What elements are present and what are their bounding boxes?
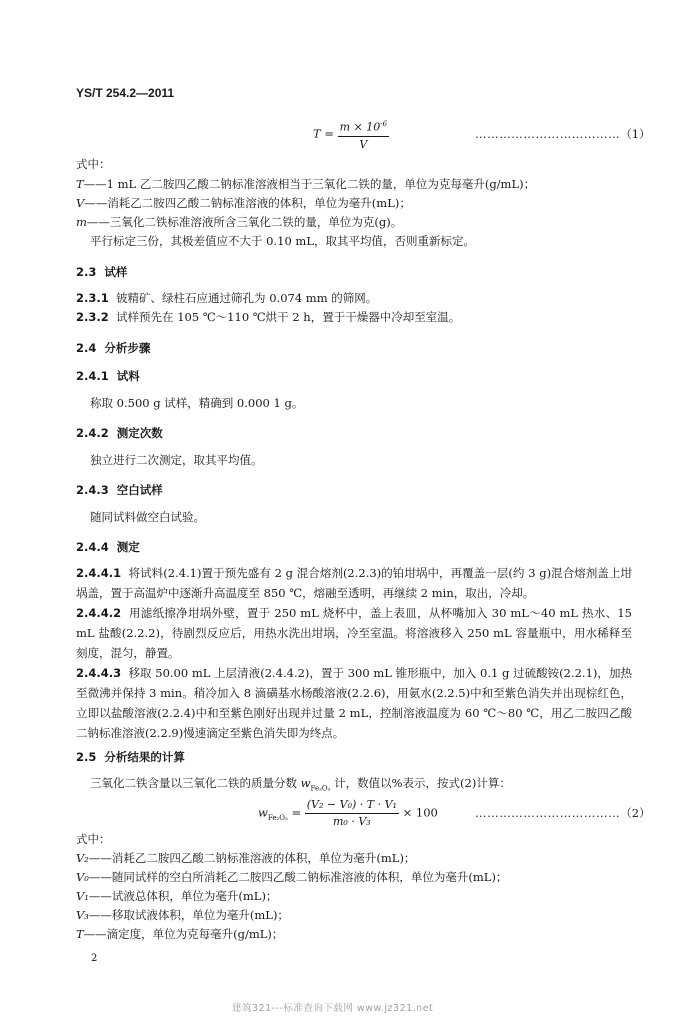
clause-2-3-2: 2.3.2 试样预先在 105 ℃～110 ℃烘干 2 h，置于干燥器中冷却至室温。 <box>76 310 461 324</box>
heading-2-4-1: 2.4.1 试料 <box>76 369 140 383</box>
formula-2 <box>258 798 438 829</box>
heading-2-4: 2.4 分析步骤 <box>76 341 151 355</box>
formula-2-leader <box>475 806 651 820</box>
where-2-line-t: T——滴定度，单位为克每毫升(g/mL)； <box>76 927 284 941</box>
where-2-line-v0: V₀——随同试样的空白所消耗乙二胺四乙酸二钠标准溶液的体积，单位为毫升(mL)； <box>76 870 508 884</box>
formula-1-leader <box>475 127 651 141</box>
clause-2-4-1-text: 称取 0.500 g 试样，精确到 0.000 1 g。 <box>90 396 304 410</box>
where-1-line-v: V——消耗乙二胺四乙酸二钠标准溶液的体积，单位为毫升(mL)； <box>76 196 411 210</box>
formula-2-lhs: w <box>258 805 268 820</box>
formula-1-fraction <box>338 117 389 152</box>
formula-1-dots: ……………………………… <box>475 127 621 141</box>
formula-1-numerator: m × 10 <box>339 120 381 134</box>
standard-number: YS/T 254.2—2011 <box>76 86 175 100</box>
heading-2-4-2: 2.4.2 测定次数 <box>76 426 163 440</box>
where-1-line-m: m——三氧化二铁标准溶液所含三氧化二铁的量，单位为克(g)。 <box>76 215 403 229</box>
clause-2-4-3-text: 随同试料做空白试验。 <box>90 510 205 524</box>
formula-2-number: （2） <box>620 806 651 820</box>
where-2-line-v2: V₂——消耗乙二胺四乙酸二钠标准溶液的体积，单位为毫升(mL)； <box>76 851 416 865</box>
formula-1-number: （1） <box>620 127 651 141</box>
heading-2-4-3: 2.4.3 空白试样 <box>76 483 163 497</box>
calculation-intro: 三氧化二铁含量以三氧化二铁的质量分数 $w_{Fe_2O_3}$ 计，数值以%表示，按式(2)计算： <box>90 776 511 793</box>
footer-watermark: 建筑321---标准查询下载网 www.jz321.net <box>232 1003 434 1014</box>
where-1-title: 式中： <box>76 157 111 171</box>
where-2-title: 式中： <box>76 832 111 846</box>
clause-2-4-4-3: 2.4.4.3 移取 50.00 mL 上层清液(2.4.4.2)，置于 300 mL 锥形瓶中，加入 0.1 g 过硫酸铵(2.2.1)，加热至微沸并保持 3 min。稍冷加入 8 滴磺基水杨酸溶液(2.2.6)，用氨水(2.2.5)中和至紫色消失并出现棕红色，立即以盐酸溶液(2.2.4)中和至紫色刚好出现并过量 2 mL，控制溶液温度为 60 ℃～80 ℃，用乙二胺四乙酸二钠标准溶液(2.2.9)慢速滴定至紫色消失即为终点。 <box>76 666 632 740</box>
heading-2-5: 2.5 分析结果的计算 <box>76 750 185 764</box>
formula-2-fraction <box>305 798 399 829</box>
formula-1-denominator: V <box>359 137 368 151</box>
clause-2-4-2-text: 独立进行二次测定，取其平均值。 <box>90 453 263 467</box>
formula-2-eq: = <box>291 805 302 820</box>
where-1-line-t: T——1 mL 乙二胺四乙酸二钠标准溶液相当于三氧化二铁的量，单位为克每毫升(g/mL)； <box>76 177 536 191</box>
where-2-line-v3: V₃——移取试液体积，单位为毫升(mL)； <box>76 908 289 922</box>
heading-2-4-4: 2.4.4 测定 <box>76 540 140 554</box>
where-2-line-v1: V₁——试液总体积，单位为毫升(mL)； <box>76 889 278 903</box>
formula-1-exponent: -6 <box>380 120 388 128</box>
heading-2-3: 2.3 试样 <box>76 265 128 279</box>
clause-2-4-4-1: 2.4.4.1 将试料(2.4.1)置于预先盛有 2 g 混合熔剂(2.2.3)的铂坩埚中，再覆盖一层(约 3 g)混合熔剂盖上坩埚盖，置于高温炉中逐渐升高温度至 850 ℃，熔融至透明，再继续 2 min，取出，冷却。 <box>76 566 633 600</box>
formula-2-lhs-sub: Fe₂O₃ <box>267 813 288 822</box>
formula-2-times: × 100 <box>402 805 438 820</box>
clause-2-3-1: 2.3.1 铍精矿、绿柱石应通过筛孔为 0.074 mm 的筛网。 <box>76 291 378 305</box>
clause-2-4-4-2: 2.4.4.2 用滤纸擦净坩埚外壁，置于 250 mL 烧杯中，盖上表皿，从杯嘴加入 30 mL～40 mL 热水、15 mL 盐酸(2.2.2)，待剧烈反应后，用热水洗出坩埚，冷至室温。将溶液移入 250 mL 容量瓶中，用水稀释至刻度，混匀，静置。 <box>76 606 632 660</box>
formula-1-eq: = <box>324 126 334 141</box>
page-number: 2 <box>91 953 98 964</box>
calibration-note: 平行标定三份，其极差值应不大于 0.10 mL，取其平均值，否则重新标定。 <box>90 234 475 248</box>
formula-1 <box>313 117 389 152</box>
formula-2-denominator: m₀ · V₃ <box>333 815 371 828</box>
formula-2-dots: ……………………………… <box>475 806 621 820</box>
formula-2-numerator: (V₂ − V₀) · T · V₁ <box>305 798 399 814</box>
formula-1-lhs: T <box>313 126 321 141</box>
